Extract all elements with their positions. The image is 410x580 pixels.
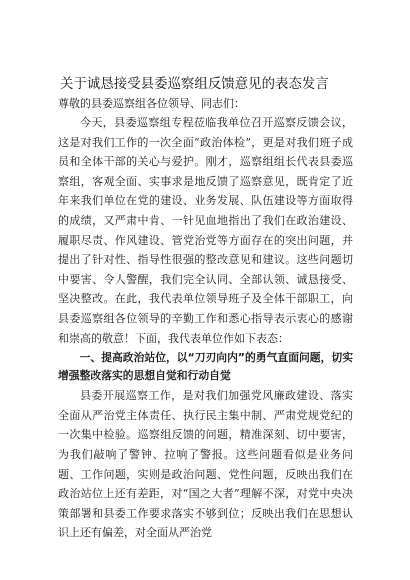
body-paragraph: 县委开展巡察工作，是对我们加强党风廉政建设、落实全面从严治党主体责任、执行民主集中制、严肃党规党纪的一次集中检验。巡察组反馈的问题，精准深刻、切中要害，为我们敲响了警钟、拉响了警报。这些问题看似是业务问题、工作问题，实则是政治问题、党性问题，反映出我们在政治站位上还有差距，对“国之大者”理解不深，对党中央决策部署和县委工作要求落实不够到位；反映出我们在思想认识上还有偏差，对全面从严治党 bbox=[58, 389, 353, 540]
salutation: 尊敬的县委巡察组各位领导、同志们： bbox=[58, 97, 245, 110]
document-body bbox=[58, 113, 353, 543]
document-title: 关于诚恳接受县委巡察组反馈意见的表态发言 bbox=[60, 77, 329, 92]
body-paragraph: 今天，县委巡察组专程莅临我单位召开巡察反馈会议，这是对我们工作的一次全面“政治体检”，更是对我们班子成员和全体干部的关心与爱护。刚才，巡察组组长代表县委巡察组，客观全面、实事求是地反馈了巡察意见，既肯定了近年来我们单位在党的建设、业务发展、队伍建设等方面取得的成绩，又严肃中肯、一针见血地指出了我们在政治建设、履职尽责、作风建设、管党治党等方面存在的突出问题，并提出了针对性、指导性很强的整改意见和建议。这些问题切中要害、令人警醒，我们完全认同、全部认领、诚恳接受、坚决整改。在此，我代表单位领导班子及全体干部职工，向县委巡察组各位领导的辛勤工作和悉心指导表示衷心的感谢和崇高的敬意！下面，我代表单位作如下表态： bbox=[58, 116, 353, 345]
section-heading: 一、提高政治站位，以“刀刃向内”的勇气直面问题，切实增强整改落实的思想自觉和行动自觉 bbox=[58, 351, 353, 382]
